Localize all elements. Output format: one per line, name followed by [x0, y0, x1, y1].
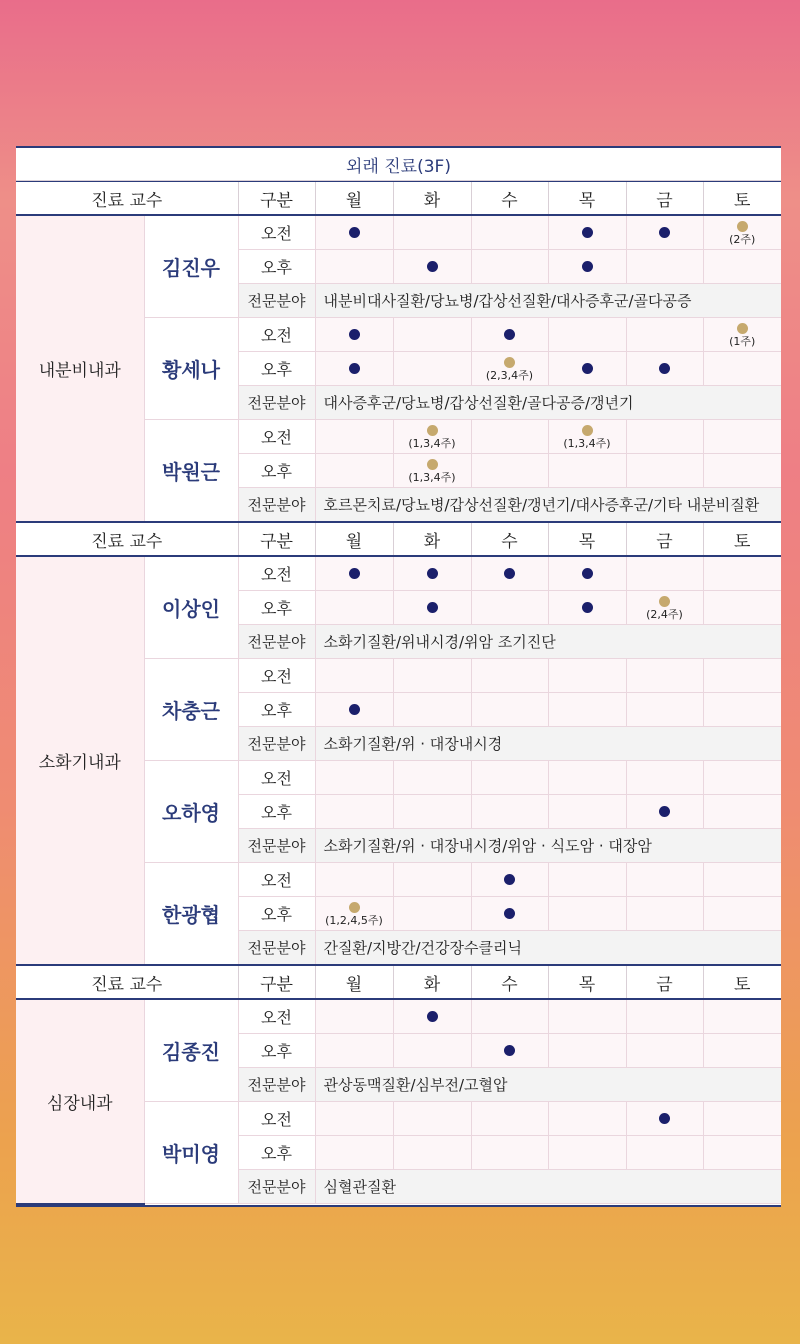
schedule-cell — [548, 693, 626, 727]
schedule-cell — [393, 999, 471, 1034]
schedule-cell — [626, 591, 703, 625]
pm-label: 오후 — [238, 352, 315, 386]
am-label: 오전 — [238, 659, 315, 693]
pm-label: 오후 — [238, 1136, 315, 1170]
schedule-cell — [471, 795, 548, 829]
schedule-cell — [703, 250, 781, 284]
schedule-cell — [548, 318, 626, 352]
header-row — [16, 522, 781, 556]
clinic-dot — [349, 568, 360, 579]
schedule-cell — [471, 420, 548, 454]
schedule-cell — [703, 897, 781, 931]
specialty-text: 간질환/지방간/건강장수클리닉 — [315, 931, 781, 966]
schedule-cell — [315, 420, 393, 454]
clinic-dot — [427, 261, 438, 272]
gold-dot — [504, 357, 515, 368]
specialty-text: 관상동맥질환/심부전/고혈압 — [315, 1068, 781, 1102]
partial-clinic-marker — [549, 425, 626, 449]
pm-label: 오후 — [238, 795, 315, 829]
schedule-cell — [315, 215, 393, 250]
schedule-cell — [393, 420, 471, 454]
specialty-label: 전문분야 — [238, 284, 315, 318]
partial-clinic-marker — [394, 425, 471, 449]
schedule-cell — [626, 454, 703, 488]
specialty-label: 전문분야 — [238, 488, 315, 523]
schedule-cell — [548, 863, 626, 897]
specialty-label: 전문분야 — [238, 727, 315, 761]
gold-dot — [427, 425, 438, 436]
doctor-name: 김진우 — [144, 215, 238, 318]
schedule-cell — [626, 318, 703, 352]
schedule-cell — [626, 795, 703, 829]
schedule-cell — [393, 1034, 471, 1068]
gold-dot — [659, 596, 670, 607]
header-day: 목 — [548, 522, 626, 556]
schedule-cell — [626, 420, 703, 454]
week-note: (1주) — [729, 334, 756, 348]
header-day: 목 — [548, 965, 626, 999]
schedule-cell — [703, 556, 781, 591]
header-day: 수 — [471, 182, 548, 216]
schedule-cell — [315, 1102, 393, 1136]
schedule-cell — [471, 250, 548, 284]
schedule-cell — [548, 591, 626, 625]
schedule-cell — [471, 352, 548, 386]
schedule-cell — [548, 250, 626, 284]
pm-label: 오후 — [238, 250, 315, 284]
gold-dot — [737, 323, 748, 334]
schedule-cell — [703, 693, 781, 727]
header-day: 금 — [626, 182, 703, 216]
gold-dot — [737, 221, 748, 232]
schedule-cell — [393, 454, 471, 488]
specialty-label: 전문분야 — [238, 1170, 315, 1204]
clinic-dot — [504, 1045, 515, 1056]
specialty-label: 전문분야 — [238, 386, 315, 420]
schedule-cell — [703, 999, 781, 1034]
doctor-name: 황세나 — [144, 318, 238, 420]
schedule-cell — [315, 761, 393, 795]
schedule-cell — [626, 897, 703, 931]
department-name: 내분비내과 — [16, 215, 144, 522]
schedule-cell — [703, 659, 781, 693]
schedule-cell — [626, 556, 703, 591]
schedule-cell — [703, 215, 781, 250]
schedule-row — [16, 999, 781, 1034]
schedule-cell — [471, 318, 548, 352]
department-name: 심장내과 — [16, 999, 144, 1204]
schedule-row — [16, 215, 781, 250]
week-note: (2,3,4주) — [485, 368, 534, 382]
am-label: 오전 — [238, 999, 315, 1034]
specialty-label: 전문분야 — [238, 829, 315, 863]
schedule-cell — [703, 352, 781, 386]
schedule-cell — [626, 761, 703, 795]
doctor-name: 박원근 — [144, 420, 238, 523]
schedule-cell — [626, 250, 703, 284]
schedule-cell — [626, 215, 703, 250]
clinic-dot — [659, 363, 670, 374]
schedule-cell — [626, 1102, 703, 1136]
schedule-cell — [703, 1136, 781, 1170]
clinic-dot — [582, 227, 593, 238]
schedule-cell — [626, 1136, 703, 1170]
schedule-cell — [393, 318, 471, 352]
schedule-cell — [703, 318, 781, 352]
schedule-cell — [626, 693, 703, 727]
schedule-cell — [703, 795, 781, 829]
clinic-dot — [582, 568, 593, 579]
schedule-cell — [393, 863, 471, 897]
schedule-cell — [315, 999, 393, 1034]
clinic-dot — [504, 329, 515, 340]
week-note: (1,3,4주) — [408, 436, 456, 450]
clinic-dot — [659, 806, 670, 817]
header-professor: 진료 교수 — [16, 182, 238, 216]
doctor-name: 오하영 — [144, 761, 238, 863]
clinic-dot — [504, 568, 515, 579]
schedule-cell — [703, 591, 781, 625]
schedule-cell — [548, 556, 626, 591]
am-label: 오전 — [238, 863, 315, 897]
am-label: 오전 — [238, 318, 315, 352]
am-label: 오전 — [238, 556, 315, 591]
doctor-name: 박미영 — [144, 1102, 238, 1204]
clinic-dot — [582, 261, 593, 272]
schedule-cell — [315, 693, 393, 727]
schedule-cell — [548, 1034, 626, 1068]
schedule-cell — [548, 897, 626, 931]
schedule-cell — [315, 1136, 393, 1170]
header-type: 구분 — [238, 522, 315, 556]
schedule-cell — [393, 352, 471, 386]
schedule-cell — [548, 1102, 626, 1136]
schedule-cell — [393, 215, 471, 250]
schedule-row — [16, 556, 781, 591]
doctor-name: 한광협 — [144, 863, 238, 966]
schedule-cell — [548, 1136, 626, 1170]
clinic-dot — [349, 227, 360, 238]
clinic-dot — [349, 704, 360, 715]
schedule-cell — [471, 556, 548, 591]
header-day: 금 — [626, 522, 703, 556]
schedule-cell — [393, 1102, 471, 1136]
header-day: 금 — [626, 965, 703, 999]
week-note: (2주) — [729, 232, 756, 246]
header-type: 구분 — [238, 182, 315, 216]
schedule-cell — [548, 352, 626, 386]
schedule-cell — [703, 1102, 781, 1136]
clinic-dot — [582, 363, 593, 374]
header-day: 화 — [393, 522, 471, 556]
pm-label: 오후 — [238, 693, 315, 727]
partial-clinic-marker — [627, 596, 703, 620]
schedule-table — [16, 181, 781, 1205]
schedule-cell — [393, 1136, 471, 1170]
clinic-dot — [659, 227, 670, 238]
schedule-cell — [315, 556, 393, 591]
schedule-cell — [315, 318, 393, 352]
schedule-cell — [471, 1136, 548, 1170]
clinic-dot — [427, 602, 438, 613]
clinic-dot — [659, 1113, 670, 1124]
partial-clinic-marker — [704, 221, 782, 245]
schedule-cell — [471, 591, 548, 625]
specialty-label: 전문분야 — [238, 931, 315, 966]
partial-clinic-marker — [394, 459, 471, 483]
schedule-cell — [393, 693, 471, 727]
schedule-cell — [626, 863, 703, 897]
schedule-cell — [703, 420, 781, 454]
header-day: 월 — [315, 965, 393, 999]
specialty-text: 소화기질환/위 · 대장내시경/위암 · 식도암 · 대장암 — [315, 829, 781, 863]
schedule-cell — [471, 693, 548, 727]
header-day: 목 — [548, 182, 626, 216]
clinic-dot — [349, 329, 360, 340]
schedule-cell — [548, 659, 626, 693]
clinic-dot — [582, 602, 593, 613]
pm-label: 오후 — [238, 591, 315, 625]
schedule-cell — [703, 1034, 781, 1068]
header-day: 월 — [315, 522, 393, 556]
schedule-cell — [393, 795, 471, 829]
am-label: 오전 — [238, 761, 315, 795]
schedule-cell — [315, 659, 393, 693]
schedule-cell — [393, 250, 471, 284]
specialty-text: 내분비대사질환/당뇨병/갑상선질환/대사증후군/골다공증 — [315, 284, 781, 318]
specialty-label: 전문분야 — [238, 625, 315, 659]
doctor-name: 이상인 — [144, 556, 238, 659]
schedule-cell — [315, 352, 393, 386]
header-day: 토 — [703, 965, 781, 999]
clinic-dot — [504, 908, 515, 919]
week-note: (1,2,4,5주) — [325, 913, 383, 927]
clinic-dot — [504, 874, 515, 885]
am-label: 오전 — [238, 1102, 315, 1136]
schedule-cell — [393, 659, 471, 693]
doctor-name: 차충근 — [144, 659, 238, 761]
schedule-cell — [471, 454, 548, 488]
schedule-cell — [548, 999, 626, 1034]
header-day: 수 — [471, 522, 548, 556]
schedule-cell — [548, 215, 626, 250]
specialty-text: 호르몬치료/당뇨병/갑상선질환/갱년기/대사증후군/기타 내분비질환 — [315, 488, 781, 523]
schedule-cell — [471, 1102, 548, 1136]
week-note: (1,3,4주) — [563, 436, 611, 450]
schedule-title: 외래 진료(3F) — [16, 148, 781, 181]
partial-clinic-marker — [472, 357, 548, 381]
header-professor: 진료 교수 — [16, 965, 238, 999]
schedule-cell — [626, 352, 703, 386]
clinic-dot — [427, 1011, 438, 1022]
schedule-cell — [393, 556, 471, 591]
specialty-text: 소화기질환/위 · 대장내시경 — [315, 727, 781, 761]
header-day: 월 — [315, 182, 393, 216]
schedule-cell — [315, 250, 393, 284]
specialty-label: 전문분야 — [238, 1068, 315, 1102]
schedule-cell — [315, 897, 393, 931]
schedule-cell — [393, 591, 471, 625]
schedule-cell — [626, 659, 703, 693]
schedule-cell — [315, 1034, 393, 1068]
am-label: 오전 — [238, 215, 315, 250]
schedule-cell — [471, 761, 548, 795]
header-day: 토 — [703, 522, 781, 556]
schedule-cell — [548, 795, 626, 829]
schedule-cell — [548, 761, 626, 795]
header-day: 화 — [393, 965, 471, 999]
specialty-text: 심혈관질환 — [315, 1170, 781, 1204]
header-day: 수 — [471, 965, 548, 999]
partial-clinic-marker — [316, 902, 393, 926]
schedule-cell — [548, 454, 626, 488]
schedule-cell — [315, 863, 393, 897]
schedule-cell — [703, 863, 781, 897]
specialty-text: 소화기질환/위내시경/위암 조기진단 — [315, 625, 781, 659]
schedule-cell — [393, 897, 471, 931]
partial-clinic-marker — [704, 323, 782, 347]
pm-label: 오후 — [238, 897, 315, 931]
clinic-dot — [349, 363, 360, 374]
am-label: 오전 — [238, 420, 315, 454]
week-note: (1,3,4주) — [408, 470, 456, 484]
outpatient-schedule — [16, 146, 781, 1207]
pm-label: 오후 — [238, 454, 315, 488]
schedule-cell — [471, 999, 548, 1034]
schedule-cell — [315, 454, 393, 488]
schedule-cell — [703, 454, 781, 488]
schedule-cell — [548, 420, 626, 454]
week-note: (2,4주) — [646, 607, 683, 621]
schedule-cell — [471, 1034, 548, 1068]
schedule-cell — [703, 761, 781, 795]
gold-dot — [349, 902, 360, 913]
schedule-cell — [626, 999, 703, 1034]
schedule-cell — [471, 863, 548, 897]
gold-dot — [427, 459, 438, 470]
schedule-cell — [471, 897, 548, 931]
schedule-cell — [471, 659, 548, 693]
gold-dot — [582, 425, 593, 436]
specialty-text: 대사증후군/당뇨병/갑상선질환/골다공증/갱년기 — [315, 386, 781, 420]
header-professor: 진료 교수 — [16, 522, 238, 556]
header-day: 토 — [703, 182, 781, 216]
schedule-cell — [393, 761, 471, 795]
schedule-cell — [315, 795, 393, 829]
header-day: 화 — [393, 182, 471, 216]
schedule-cell — [315, 591, 393, 625]
header-row — [16, 182, 781, 216]
doctor-name: 김종진 — [144, 999, 238, 1102]
clinic-dot — [427, 568, 438, 579]
schedule-cell — [626, 1034, 703, 1068]
pm-label: 오후 — [238, 1034, 315, 1068]
header-type: 구분 — [238, 965, 315, 999]
department-name: 소화기내과 — [16, 556, 144, 965]
schedule-cell — [471, 215, 548, 250]
header-row — [16, 965, 781, 999]
